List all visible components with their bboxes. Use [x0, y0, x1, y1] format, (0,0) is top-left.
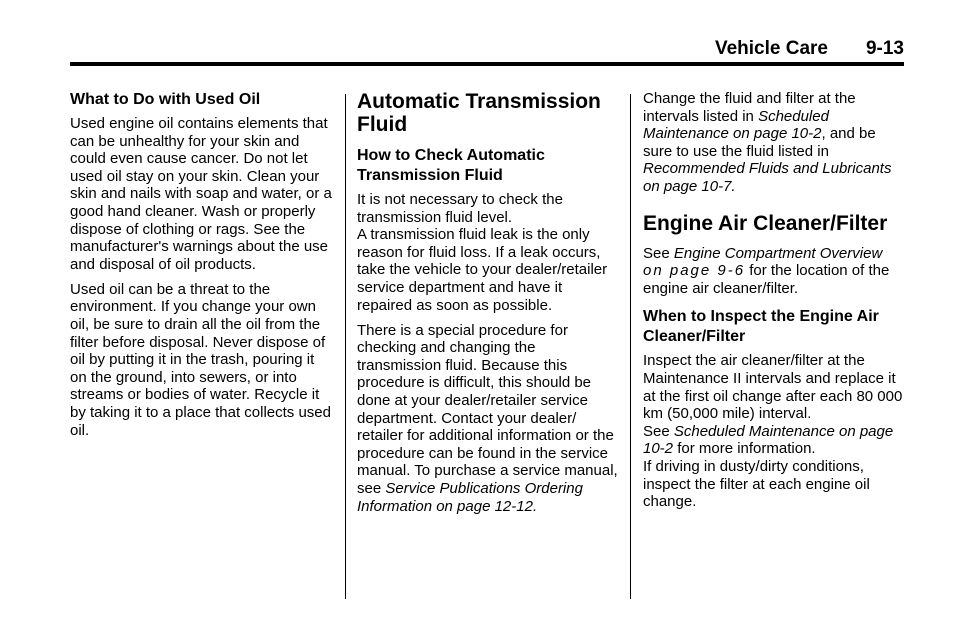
paragraph: [357, 191, 621, 314]
section-title: Vehicle Care: [714, 38, 828, 59]
paragraph: [643, 90, 905, 196]
cross-reference: on page 9-6: [643, 262, 746, 280]
text: A transmission fluid leak is the only reason for fluid loss. If a leak occurs, take the vehicle to your dealer/retailer service department and have it repaired as soon as possible.: [357, 226, 608, 314]
header-rule: [70, 62, 904, 66]
paragraph: Used engine oil contains elements that can be unhealthy for your skin and could even cause cancer. Do not let used oil stay on your skin. Clean your skin and nails with soap and water, or a good hand cleaner. Wash or properly dispose of clothing or rags. See the manufacturer's warnings about the use and disposal of oil products.: [70, 115, 332, 273]
text: .: [532, 497, 538, 515]
text: Change the fluid and filter at the intervals listed in: [643, 90, 856, 125]
column-divider: [345, 94, 346, 599]
text: Inspect the air cleaner/filter at the Maintenance II intervals and replace it at the first oil change after each 80 000 km (50,000 mile) interval.: [643, 352, 903, 423]
transmission-fluid-title: Automatic Transmission Fluid: [357, 90, 601, 136]
check-fluid-heading: How to Check Automatic Transmission Fluid: [357, 147, 545, 184]
text: There is a special procedure for checking and changing the transmission fluid. Because this procedure is difficult, this should be done at your dealer/retailer service department. Contact your dealer/ retailer for additional information or the procedure can be found in the service manual. To purchase a service manual, see: [357, 321, 618, 497]
page-header: [70, 38, 904, 62]
paragraph: [643, 245, 905, 298]
cross-reference: Engine Compartment Overview: [673, 244, 883, 262]
column-divider: [630, 94, 631, 599]
text: , and be sure to use the fluid listed in: [643, 125, 876, 160]
column-middle: [357, 90, 621, 523]
cross-reference: Scheduled Maintenance on page 10-2: [643, 107, 829, 143]
paragraph: [357, 322, 621, 516]
text: See: [643, 422, 674, 440]
text: for the location of the engine air cleaner/filter.: [643, 262, 890, 297]
column-right: [643, 90, 905, 518]
page-number: 9-13: [865, 38, 904, 59]
paragraph: Used oil can be a threat to the environment. If you change your own oil, be sure to drain all the oil from the filter before disposal. Never dispose of oil by putting it in the trash, pouring it on the ground, into sewers, or into streams or bodies of water. Recycle it by taking it to a place that collects used oil.: [70, 280, 331, 439]
used-oil-heading: What to Do with Used Oil: [70, 91, 261, 108]
air-cleaner-title: Engine Air Cleaner/Filter: [643, 211, 888, 235]
cross-reference: Recommended Fluids and Lubricants on page 10-7: [643, 160, 892, 195]
text: See: [643, 244, 674, 262]
text: .: [731, 177, 736, 195]
text: It is not necessary to check the transmission fluid level.: [357, 191, 563, 226]
text: for more information.: [673, 440, 816, 458]
inspect-filter-heading: When to Inspect the Engine Air Cleaner/Filter: [643, 308, 879, 346]
text: If driving in dusty/dirty conditions, inspect the filter at each engine oil change.: [643, 457, 870, 511]
cross-reference: Service Publications Ordering Information on page 12-12: [357, 480, 583, 515]
paragraph: [643, 352, 905, 510]
column-left: [70, 90, 332, 447]
cross-reference: Scheduled Maintenance on page 10-2: [643, 422, 894, 458]
